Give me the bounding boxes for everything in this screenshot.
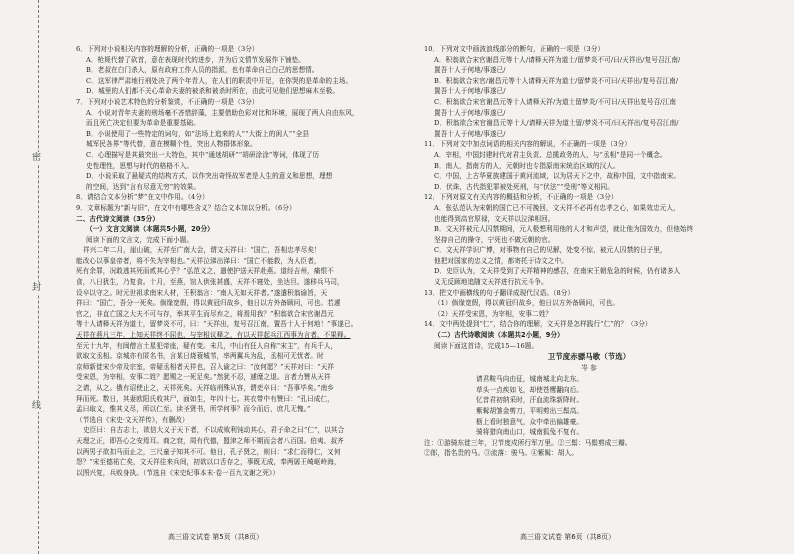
left-page-column xyxy=(76,44,394,478)
text-line: 京师新徙宋少帝及宗室，帝疑丞相者天祥也，召入谕之曰：“汝何愿？”天祥对曰：“天祥 xyxy=(76,362,335,371)
text-line: 拜而死。数日，其妻欧阳氏收其尸，面如生，年四十七。其衣带中有赞曰：“孔曰成仁， xyxy=(76,394,334,403)
text-line: 也能得到高官厚禄，文天祥以泣涕相回。 xyxy=(434,214,555,223)
poem-line: 枥上看时独意气，众中牵出偏雄豪。 xyxy=(476,417,584,426)
text-line: 祥兴二年二月，崖山破，天祥至广南大会，谓文天祥曰：“国亡，吾相忠孝尽矣！ xyxy=(83,246,321,255)
text-line: 怨？”宋至德祐亡矣，文天祥往来兵间，初欲以口舌存之，事既无成，奉两孱王崎岖岭海， xyxy=(76,458,341,467)
text-line: A．张弘范认为宋朝的国亡已不可挽回，文天祥不必再有忠孝之心，如果效忠元人， xyxy=(434,203,680,212)
poem-line: 草头一点疾如飞，却使苍鹰翻向后。 xyxy=(476,385,584,394)
text-line: 以两男子欲扣马而止之，三尺童子知其不可。他日，孔子贤之，则曰：“求仁而得仁，又何 xyxy=(76,447,341,456)
poem-title: 卫节度赤骠马歌（节选） xyxy=(547,352,631,362)
text-line: 以图兴复，兵败身执。（节选自《宋史纪事本末·卷一百九文谢之死》） xyxy=(76,468,280,477)
text-line: 他把对国家的忠义之情，都寄托于诗文之中。 xyxy=(434,256,568,265)
text-line: C．积翁欲合宋官谢昌元等十人请释天祥/为道士留梦炎/不可曰/天祥出复号召/江南 xyxy=(434,97,677,106)
text-line: 置吾十人于何地/事遂已/ xyxy=(434,66,506,75)
text-line: B．积翁欲合宋官/谢昌元等十人请释天祥为道士/留梦炎不可曰/天祥出/复号召江南/ xyxy=(434,76,679,85)
seal-mark-feng: 封 xyxy=(32,283,42,293)
text-line: 置吾十人于何地/事遂已/ xyxy=(434,108,506,117)
text-line: （节选自《宋史·文天祥传》，有删改） xyxy=(76,415,189,424)
text-line: D．积翁欲合宋官谢昌元等十人/请释天祥为道士留/梦炎不可/曰天祥出/复号召江南/ xyxy=(434,119,679,128)
text-line: 至元十九年，有闽僧言土星犯帝座，疑有变。未几，中山有狂人自称“宋主”，有兵千人， xyxy=(76,341,338,350)
text-line: 的空间，达到“言有尽意无穷”的效果。 xyxy=(86,182,201,191)
text-line: 义无反顾地追随文天祥进行抗元斗争。 xyxy=(434,278,548,287)
text-line: （一）文言文阅读（本题共5小题，20分） xyxy=(86,225,214,234)
text-line: C．心理描写是其最突出一大特色，其中“通迷胡研”“胡研涂涂”等词，体现了历 xyxy=(86,150,320,159)
text-line: D．城里的人们都不关心革命夫妻的被杀和被杀时所在，由此可见他们思想麻木至极。 xyxy=(86,87,340,96)
text-line: 13．把文中画横线的句子翻译成现代汉语。（8分） xyxy=(424,288,575,297)
text-line: 天理之正，即吾心之安焉耳。商之衰，周有代德，盟津之师不期而会者八百国。伯夷、叔齐 xyxy=(76,436,344,445)
text-line: 11．下列对文中加点词语的相关内容的解说，不正确的一项是（3分） xyxy=(424,140,632,149)
text-line: 14．文中两处提到“仁”，结合你的理解，文天祥是怎样践行“仁”的？（3分） xyxy=(424,320,652,329)
text-line: 置吾十人于何地/事遂已/ xyxy=(434,129,506,138)
text-line: B．小说使用了一些特定的词句，如“法场上追来的人”“大街上的闲人”“全县 xyxy=(86,129,310,138)
poem-line: 骑将猎向南山口，城南狐兔不复有。 xyxy=(476,428,584,437)
text-line: 阅读下面的文言文，完成下面小题。 xyxy=(86,235,194,244)
text-line: （1）倘缘宽假，得以黄冠归故乡，他日以方外备顾问，可也。 xyxy=(434,299,620,308)
poem-line: 忆昔君初纳采时，汗血流珠新降时。 xyxy=(476,396,584,405)
seal-mark-xian: 线 xyxy=(32,401,42,411)
text-line: A．积翁欲合宋官谢昌元等十人/请释天祥为道士/留梦炎不可/曰/天祥出/复号召江南/ xyxy=(434,55,681,64)
text-line: 欲取文丞相。京城亦有匿名书，言某日烧蓑城苇，率两翼兵为乱，丞相可无忧者。时 xyxy=(76,352,324,361)
text-line: A．宰相，中国封建时代对君主负责、总揽政务的人，与“丞相”是同一个概念。 xyxy=(434,150,667,159)
text-line: 史臣曰：自古志士，欲信大义于天下者，不以成败利钝动其心，君子命之曰“仁”，以其合 xyxy=(83,426,345,435)
text-line: C．中国，上古华夏族建国于黄河流域，以为居天下之中，故称中国，文中指南宋。 xyxy=(434,172,681,181)
right-page-footer: 高三语文试卷 第6页（共8页） xyxy=(520,533,616,541)
right-page-column xyxy=(424,44,754,459)
poem-line: 紫髯胡雏金剪刀，平明剪出三鬃高。 xyxy=(476,407,584,415)
text-line: B．文天祥被元人囚禁期间，元人极想利用他的人才和声望，就让他为国效力，但他始终 xyxy=(434,225,694,234)
poem-author: 岑 参 xyxy=(581,364,597,373)
text-line: 阅读下面这首诗，完成15—16题。 xyxy=(434,341,539,350)
text-line: B．老叔在白门杀人，原有政府工作人员的指派，也有革命自己白己的思想情。 xyxy=(86,66,319,75)
text-line: 受宋恩，为宰相，安事二姓？愿赐之一死足矣。”然犹不忍，遽麾之退。言者力赞从天祥 xyxy=(76,373,331,382)
text-line: 8．请结合文本分析“梦”在文中作用。（4分） xyxy=(76,193,209,202)
text-line: 孟曰取义，惟其义尽，所以仁至。读圣贤书，所学何事？而今而后，庶几无愧。” xyxy=(76,405,311,414)
text-line: 城军民各界”等代替，意在模糊个性，突出人物群体形象。 xyxy=(86,140,257,149)
text-line: 设卒以守之。时元世祖求南宋人材，王积翁言：“南人无如天祥者。”遂遣积翁谕旨，天 xyxy=(76,288,328,297)
text-line: B．南人，指南方的人，元朝时也专指原南宋统治区域的汉人。 xyxy=(434,161,620,170)
text-line: （2）天祥受宋恩，为宰相，安事二姓？ xyxy=(434,309,553,318)
text-line: D．小说采取了悬疑式的结构方式，以作突出奇怪故军老是人生的意义和思想，理想 xyxy=(86,172,333,181)
text-line: C．这军律严肃地行刑处决了两个年青人，在人们的职责中开足，在你哭的是革命的主场。 xyxy=(86,76,353,85)
text-line: 等十人请释天祥为道士，留梦炎不可，曰：“天祥出，复号召江南，置吾十人于何地！”事遂已。 xyxy=(76,320,358,329)
seal-line xyxy=(38,0,39,554)
text-line: 食，八日犹生，乃复食。十月，至燕，馆人供张甚盛，天祥不寝处，坐达旦。遂移兵马司， xyxy=(76,278,344,287)
text-line: 之请，从之。俄有诏使止之，天祥死矣。天祥临刑殊从容，谓吏卒曰：“吾事毕矣。”南乡 xyxy=(76,384,335,392)
text-line: 能改心以事皇帝者，将不失为宰相也。”天祥泣涕出涕曰：“国亡不能救，为人臣者， xyxy=(76,256,321,265)
text-line: 12．下列对原文有关内容的概括和分析，不正确的一项是（3分） xyxy=(424,193,618,202)
text-line: 史性理性，思想与时代的格格不入。 xyxy=(86,161,194,170)
text-line: D．史臣认为，文天祥受到了天祥精神的感召，在南宋王朝危急的时候，仍有诸多人 xyxy=(434,267,681,276)
text-line: 10．下列对文中画波浪线部分的断句，正确的一项是（3分） xyxy=(424,45,605,53)
text-line: 9．文章标题为“新与旧”，在文中有哪些含义？结合文本加以分析。（6分） xyxy=(76,203,296,212)
text-line: 天祥在燕凡三年，上知天祥终不屈也，与宰相议释之，有以天祥起兵江西事为言者，不果释。 xyxy=(76,331,351,340)
text-line: 死有余罪，况敢逃其死而贰其心乎？”弘范义之，遣使护送天祥赴燕。道经吉州，痛恨不 xyxy=(76,267,334,276)
poem-note: ②郎，指名贵的马。③流落：骏马。④紫髯：胡人。 xyxy=(424,449,578,458)
text-line: 坚持自己的操守，宁死也不做元朝的官。 xyxy=(434,235,555,244)
text-line: （二）古代诗歌阅读（本题共2小题，9分） xyxy=(434,331,564,340)
text-line: 置吾十人于何地/事遂已/ xyxy=(434,87,506,96)
text-line: A．小说对青年夫妻的刑场毫不吝惜辞藻，主要借助色彩对比和环境，展现了两人自由东风， xyxy=(86,108,359,117)
text-line: 7．下列对小说艺术特色的分析鉴赏，不正确的一项是（3分） xyxy=(76,97,259,106)
poem-line: 请君鞍马向由征，城南城北向北东。 xyxy=(476,375,584,384)
text-line: C．文天祥学识广博，对事物有自己的见解，处变不惊，被元人囚禁的日子里， xyxy=(434,246,667,255)
text-line: 6．下列对小说相关内容的理解的分析，正确的一项是（3分） xyxy=(76,45,259,53)
text-line: 而且死亡决定但要为革命是重要基础。 xyxy=(86,119,200,128)
poem-note: 注：①游骑东徙三年，卫节度戍所行军万里。②三鬃：马鬃剪成三瓣。 xyxy=(424,438,632,447)
left-page-footer: 高三语文试卷 第5页（共8页） xyxy=(168,533,264,541)
text-line: D．伏诛，古代指犯罪被处死刑，与“伏法”“受刑”等义相同。 xyxy=(434,182,614,191)
text-line: 二、古代诗文阅读（35分） xyxy=(76,214,160,223)
seal-mark-mi: 密 xyxy=(32,153,42,163)
text-line: 祥曰：“国亡，吾分一死矣。倘缘宽假，得以黄冠归故乡，他日以方外备顾问，可也。若遽 xyxy=(76,299,341,308)
text-line: 官之，非直亡国之大夫不可与存，举其平生而尽弃之，将焉用我？”积翁欲合宋官谢昌元 xyxy=(76,309,334,318)
text-line: A．枪毙代替了砍首，意在表现时代的进步，并为后文情节发展作下铺垫。 xyxy=(86,55,306,64)
